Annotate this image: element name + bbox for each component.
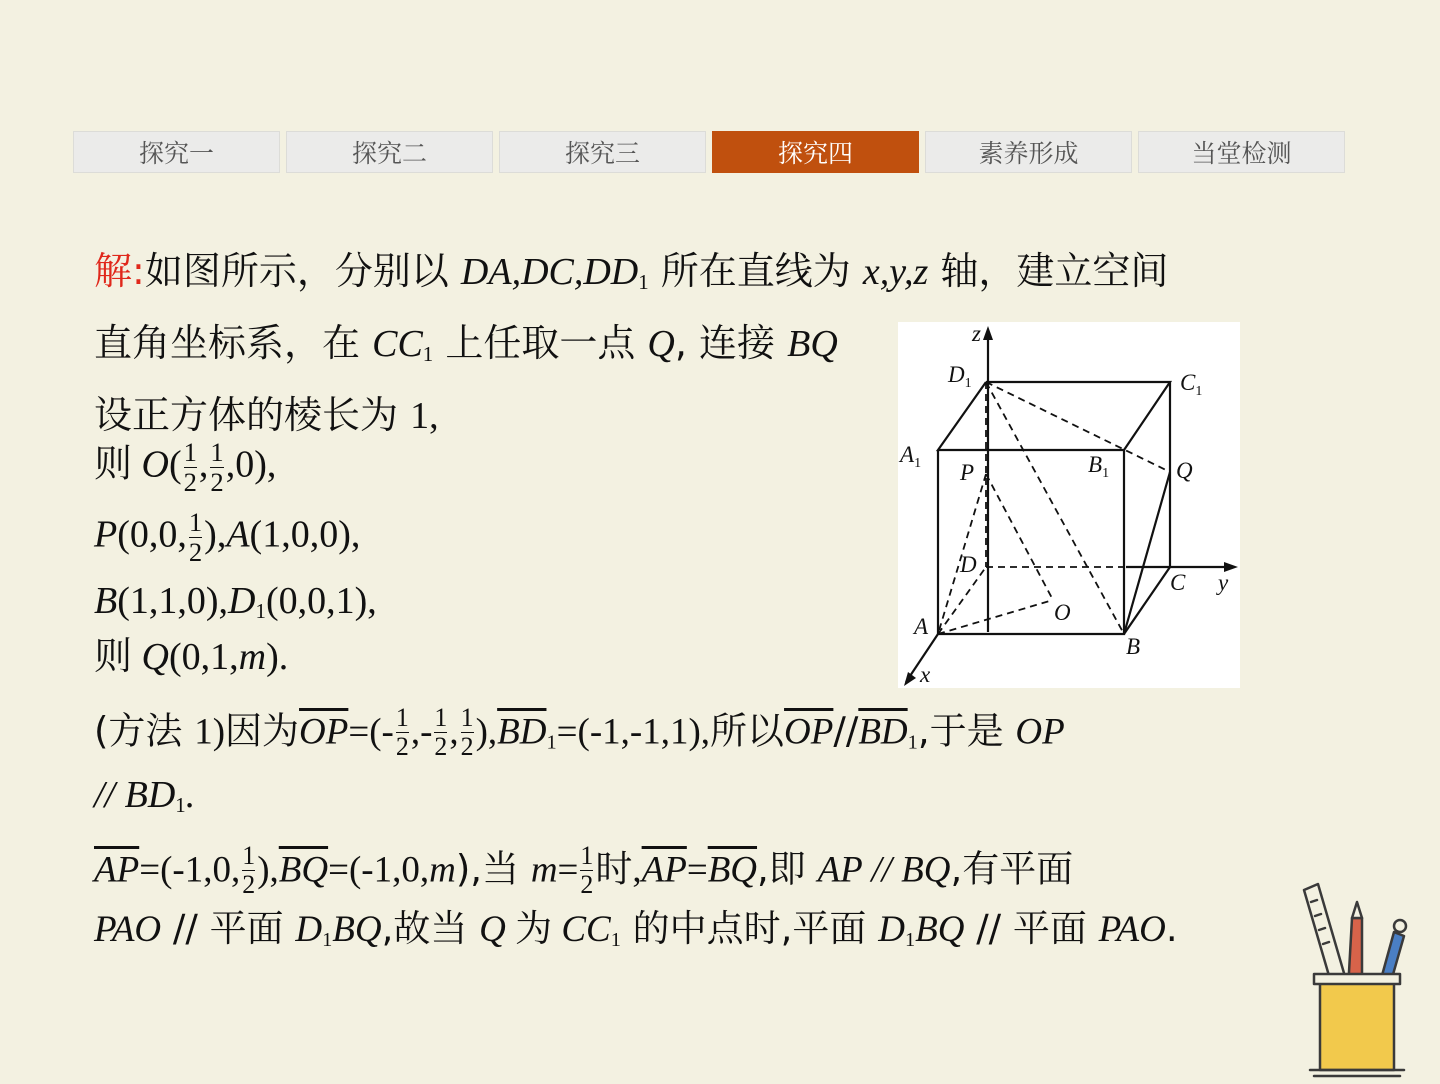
frac-1: $\frac{1}{2}$ <box>183 437 197 498</box>
segment-D1B <box>986 382 1124 634</box>
segment-PO <box>986 474 1053 600</box>
frac-5: $\frac{1}{2}$ <box>242 841 256 900</box>
tab-explore-2[interactable]: 探究二 <box>286 131 493 173</box>
method-line-4: PAO // 平面 $D_1BQ$,故当 Q 为 $CC_1$ 的中点时,平面 $D_1BQ$ // 平面 PAO. <box>94 907 1178 952</box>
label-A1: $A_1$ <box>900 442 922 471</box>
label-z: z <box>972 322 981 346</box>
label-B1: $B_1$ <box>1088 452 1110 481</box>
cube-figure <box>898 322 1240 688</box>
method-line-2: // $BD_1$. <box>94 774 196 818</box>
pencil-cup-icon <box>1296 880 1426 1080</box>
frac-4: $\frac{1}{2}$ <box>395 703 409 762</box>
coord-line-B-D1: $B(1,1,0),D_1(0,0,1)$, <box>94 580 377 624</box>
solution-line-1: 解:如图所示，分别以 $DA,DC,DD_1$ 所在直线为 x,y,z 轴，建立空间 <box>94 249 1169 295</box>
label-D1: $D_1$ <box>948 362 972 391</box>
segment-AO <box>938 600 1053 634</box>
label-O: O <box>1054 600 1071 625</box>
pencil-holder-illustration <box>1296 880 1426 1080</box>
label-A: A <box>914 614 929 639</box>
z-arrow <box>983 326 993 340</box>
method-line-1: (方法 1)因为$\overline{OP}=(-$ $\frac{1}{2}$ ,- $\frac{1}{2}$ , $\frac{1}{2}$ )$,\overline{BD}_1=(-1,-1,1)$,所以$\overline{OP}//\overline{BD}_1$,于是 OP <box>94 703 1065 762</box>
label-C: C <box>1170 570 1186 595</box>
solution-line-2: 直角坐标系，在 $CC_1$ 上任取一点 Q, 连接 BQ <box>94 321 838 367</box>
label-B: B <box>1126 634 1141 659</box>
tab-classroom-test[interactable]: 当堂检测 <box>1138 131 1345 173</box>
tab-explore-1[interactable]: 探究一 <box>73 131 280 173</box>
segment-BQ <box>1124 472 1170 634</box>
edge-AD <box>938 567 986 634</box>
edge-BC <box>1124 567 1170 634</box>
tab-literacy-formation[interactable]: 素养形成 <box>925 131 1132 173</box>
tab-explore-3[interactable]: 探究三 <box>499 131 706 173</box>
label-C1: $C_1$ <box>1180 370 1203 399</box>
label-Q: Q <box>1176 458 1193 483</box>
solution-line-3: 设正方体的棱长为 1, <box>94 393 439 437</box>
label-y: y <box>1218 570 1229 595</box>
x-arrow <box>904 672 916 686</box>
tab-explore-4[interactable]: 探究四 <box>712 131 919 173</box>
frac-3: $\frac{1}{2}$ <box>188 507 203 568</box>
cube-diagram <box>898 322 1240 688</box>
label-x: x <box>920 662 931 687</box>
method-line-3: $\overline{AP}=(-1,0$, $\frac{1}{2}$ )$,\overline{BQ}=(-1,0,m)$,当 m= $\frac{1}{2}$ 时$,\overline{AP}=\overline{BQ}$,即 AP // BQ,有平面 <box>94 841 1074 900</box>
coord-line-Q: 则 Q(0,1,m). <box>94 636 289 678</box>
coord-line-O: 则 O( $\frac{1}{2}$ , $\frac{1}{2}$ ,0), <box>94 437 277 498</box>
solution-label: 解 <box>94 249 133 293</box>
frac-6: $\frac{1}{2}$ <box>580 841 594 900</box>
frac-2: $\frac{1}{2}$ <box>210 437 224 498</box>
segment-D1Q <box>986 382 1170 472</box>
label-D: D <box>960 552 977 577</box>
coord-line-P-A: P(0,0, $\frac{1}{2}$ ),A(1,0,0), <box>94 507 361 568</box>
section-tabs <box>73 131 1345 173</box>
label-P: P <box>960 460 975 485</box>
